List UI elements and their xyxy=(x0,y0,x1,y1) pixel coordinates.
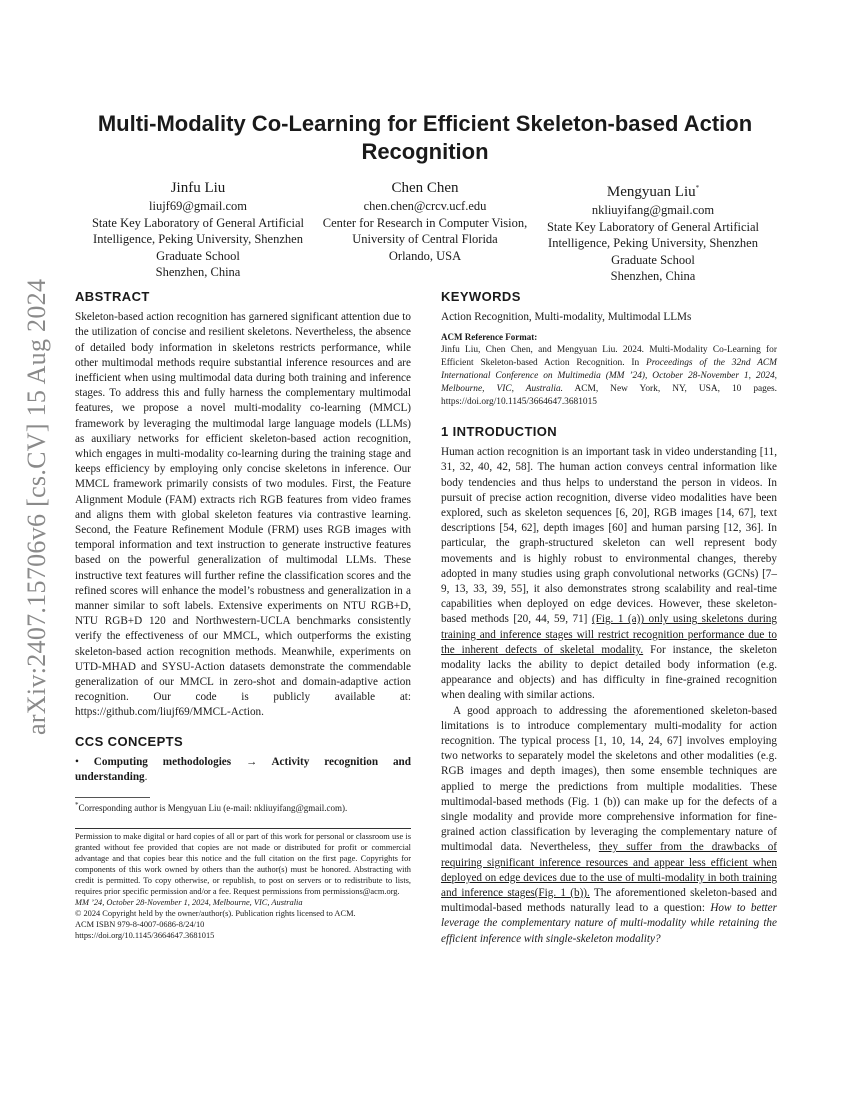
right-column xyxy=(441,289,777,947)
permission-rule xyxy=(75,828,411,829)
ccs-heading: CCS CONCEPTS xyxy=(75,733,184,749)
author-email: chen.chen@crcv.ucf.edu xyxy=(363,199,487,213)
conference-text: MM ’24, October 28-November 1, 2024, Melbourne, VIC, Australia xyxy=(75,897,303,907)
ccs-concepts xyxy=(75,755,411,785)
intro-p2-a: A good approach to addressing the aforementioned skeleton-based limitations is to introduce complementary multi-modality for action recognition. The typical process [1, 10, 14, 24, 67] involves employing two networks to separately model the skeletons and other modalities (e.g. RGB images and depth images), then some ensemble techniques are applied to merge the predictions from multiple modalities. These multimodal-based methods (Fig. 1 (b)) can make up for the defects of a single modality and provide more comprehensive information for fine-grained action classification by leveraging the complementary nature of multimodal data. Nevertheless, xyxy=(441,704,777,854)
arxiv-identifier: arXiv:2407.15706v6 [cs.CV] 15 Aug 2024 xyxy=(22,278,51,735)
footnote-mark: * xyxy=(75,801,79,810)
isbn-line: ACM ISBN 979-8-4007-0686-8/24/10 xyxy=(75,919,205,929)
acm-ref-part-a: Jinfu Liu, Chen Chen, and Mengyuan Liu. 2024. Multi-Modality Co-Learning for Efficient Skeleton-based Action Recognition. In xyxy=(441,344,777,368)
left-column xyxy=(75,289,411,941)
intro-p1-underlined: (Fig. 1 (a)) only using skeletons during training and inference stages will restrict recognition performance due to the inherent defects of skeletal modality. xyxy=(441,613,777,656)
intro-paragraph-1 xyxy=(441,445,777,703)
author-block-3 xyxy=(533,178,773,285)
corresponding-mark: * xyxy=(695,184,700,192)
copyright-line: © 2024 Copyright held by the owner/author(s). Publication rights licensed to ACM. xyxy=(75,908,356,918)
intro-p1-b: For instance, the skeleton modality lacks the ability to depict detailed body information (e.g. appearance and objects) and has difficulty in fine-grained recognition when dealing with similar actions. xyxy=(441,643,777,702)
author-location: Orlando, USA xyxy=(388,248,462,263)
intro-p2-b: The aforementioned skeleton-based and multimodal-based methods naturally lead to a question: xyxy=(441,887,777,915)
footnote-text: Corresponding author is Mengyuan Liu (e-mail: nkliuyifang@gmail.com). xyxy=(78,803,348,814)
ccs-concept-text: Computing methodologies → Activity recognition and understanding xyxy=(75,755,411,784)
keywords-text: Action Recognition, Multi-modality, Multimodal LLMs xyxy=(441,311,692,324)
footnote xyxy=(75,800,411,815)
doi-line: https://doi.org/10.1145/3664647.3681015 xyxy=(75,930,215,940)
acm-ref-venue: Proceedings of the 32nd ACM International Conference on Multimedia (MM ’24), October 28-November 1, 2024, Melbourne, VIC, Australia. xyxy=(441,357,777,394)
ccs-bullet: • xyxy=(75,755,79,768)
permission-notice: Permission to make digital or hard copies of all or part of this work for personal or classroom use is granted without fee provided that copies are not made or distributed for profit or commercial advantage and that copies bear this notice and the full citation on the first page. Copyrights for components of this work owned by others than the author(s) must be honored. Abstracting with credit is permitted. To copy otherwise, or republish, to post on servers or to redistribute to lists, requires prior specific permission and/or a fee. Request permissions from permissions@acm.org. xyxy=(75,831,411,896)
ccs-period: . xyxy=(144,771,148,784)
author-location: Shenzhen, China xyxy=(155,265,241,280)
intro-p2-question: How to better leverage the complementary nature of multi-modality while retaining the efficient inference with single-skeleton modality? xyxy=(441,902,777,945)
author-email: liujf69@gmail.com xyxy=(149,199,247,213)
acm-ref-heading: ACM Reference Format: xyxy=(441,332,538,343)
conference-line xyxy=(75,897,411,908)
author-name: Jinfu Liu xyxy=(170,180,226,196)
author-block-1 xyxy=(78,178,318,281)
intro-heading: 1 INTRODUCTION xyxy=(441,423,558,439)
author-location: Shenzhen, China xyxy=(610,269,696,284)
author-block-2 xyxy=(305,178,545,264)
author-name: Chen Chen xyxy=(391,180,459,196)
abstract-heading: ABSTRACT xyxy=(75,289,150,304)
author-name-line xyxy=(533,178,773,202)
author-name: Mengyuan Liu xyxy=(606,184,696,200)
abstract-text: Skeleton-based action recognition has garnered significant attention due to the utilization of concise and resilient skeletons. Nevertheless, the absence of detailed body information in skeletons restricts performance, while other multimodal methods require substantial inference resources and are inefficient when using multimodal data during both training and inference stages. To address this and fully harness the complementary multimodal features, we propose a novel multi-modality co-learning (MMCL) framework by leveraging the multimodal large language models (LLMs) as auxiliary networks for efficient skeleton-based action recognition, which engages in multi-modality co-learning during the training stage and keeps efficiency by employing only concise skeletons in inference. Our MMCL framework primarily consists of two modules. First, the Feature Alignment Module (FAM) extracts rich RGB features from video frames and aligns them with global skeleton features via contrastive learning. Second, the Feature Refinement Module (FRM) uses RGB images with temporal information and text instruction to generate instructive features based on the powerful generalization of multimodal LLMs. These instructive text features will further refine the classification scores and the refined scores will enhance the model’s robustness and generalization in a manner similar to soft labels. Extensive experiments on NTU RGB+D, NTU RGB+D 120 and Northwestern-UCLA benchmarks consistently verify the effectiveness of our MMCL, which outperforms the existing skeleton-based action recognition methods. Meanwhile, experiments on UTD-MHAD and SYSU-Action datasets demonstrate the commendable generalization of our MMCL in zero-shot and domain-adaptive action recognition. Our code is publicly available at: https://github.com/liujf69/MMCL-Action. xyxy=(75,311,411,719)
keywords-heading: KEYWORDS xyxy=(441,289,521,304)
acm-ref-text xyxy=(441,344,777,409)
paper-title: Multi-Modality Co-Learning for Efficient Skeleton-based Action Recognition xyxy=(97,111,753,164)
author-affiliation: State Key Laboratory of General Artificial Intelligence, Peking University, Shenzhen Graduate School xyxy=(546,219,760,267)
acm-ref-part-b: ACM, New York, NY, USA, 10 pages. https://doi.org/10.1145/3664647.3681015 xyxy=(441,383,778,407)
author-affiliation: Center for Research in Computer Vision, University of Central Florida xyxy=(322,215,528,247)
author-email: nkliuyifang@gmail.com xyxy=(591,203,715,217)
intro-p1-a: Human action recognition is an important task in video understanding [11, 31, 32, 40, 42, 58]. The human action conveys central information like body tendencies and thus helps to understand the person in videos. In pursuit of precise action recognition, diverse video modalities have been explored, such as skeleton sequences [6, 20], RGB images [14, 67], text descriptions [54, 62], depth images [60] and human parsing [12, 36]. In particular, the graph-structured skeleton can well represent body movements and is highly robust to environmental changes, thereby adopted in many studies using graph convolutional networks (GCNs) [7–9, 13, 33, 39, 55], it also demonstrates strong scalability and real-time capabilities when deployed on edge devices. However, these skeleton-based methods [20, 44, 59, 71] xyxy=(441,446,777,626)
intro-paragraph-2 xyxy=(441,704,777,947)
author-affiliation: State Key Laboratory of General Artificial Intelligence, Peking University, Shenzhen Graduate School xyxy=(91,215,305,263)
intro-p2-underlined: they suffer from the drawbacks of requiring significant inference resources and appear less efficient when deployed on edge devices due to the use of multi-modality in both training and inference stages(Fig. 1 (b)). xyxy=(441,841,778,899)
